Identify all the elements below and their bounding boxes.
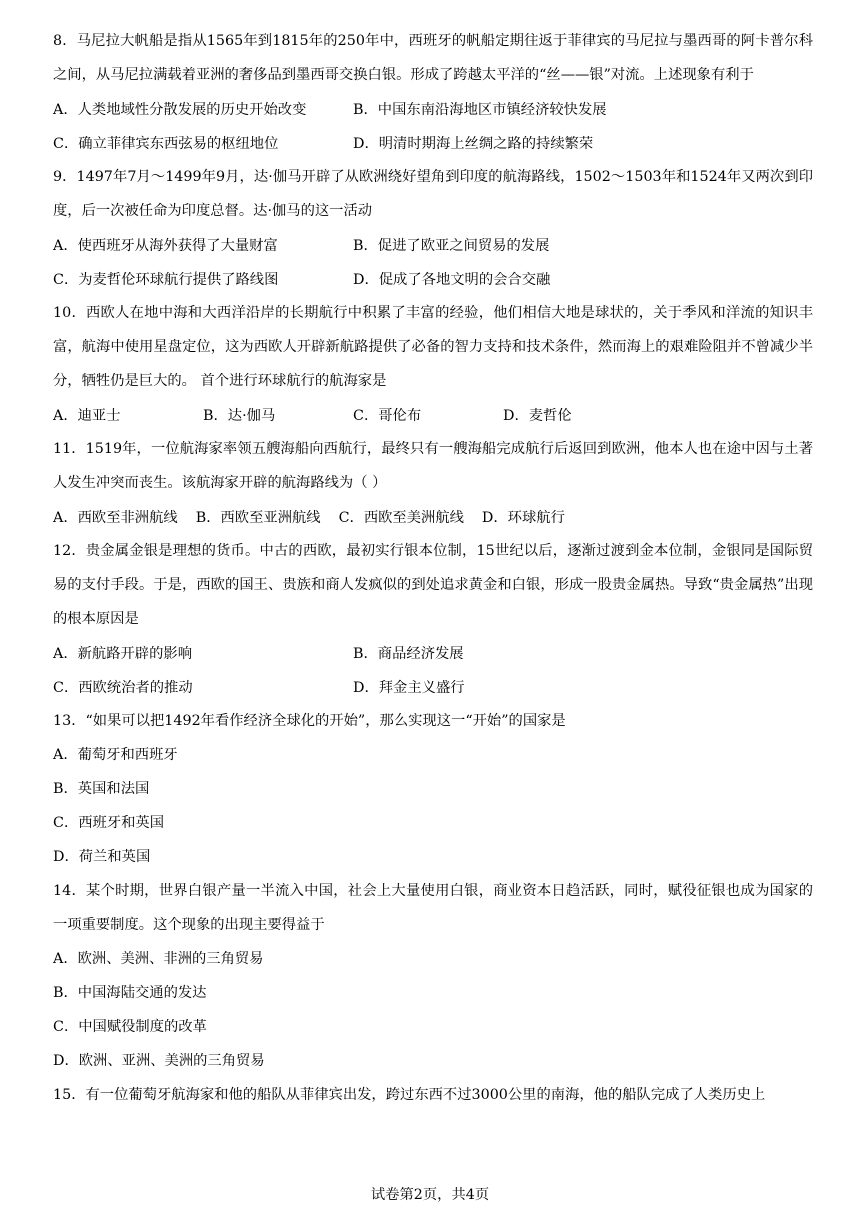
option-d[interactable]: D．欧洲、亚洲、美洲的三角贸易: [53, 1053, 265, 1069]
option-a[interactable]: A．欧洲、美洲、非洲的三角贸易: [53, 951, 264, 967]
option-b[interactable]: B．促进了欧亚之间贸易的发展: [353, 238, 550, 254]
option-d[interactable]: D．麦哲伦: [503, 408, 572, 424]
option-b[interactable]: B．中国东南沿海地区市镇经济较快发展: [353, 102, 607, 118]
option-c[interactable]: C．确立菲律宾东西弦易的枢纽地位: [53, 136, 279, 152]
option-row: [53, 670, 813, 704]
page-footer: 试卷第2页，共4页: [370, 1187, 490, 1203]
option-row: [53, 126, 813, 160]
question-stem: 15．有一位葡萄牙航海家和他的船队从菲律宾出发，跨过东西不过3000公里的南海，他的船队完成了人类历史上: [53, 1087, 766, 1103]
option-c[interactable]: C．西欧至美洲航线: [338, 510, 464, 526]
option-row: [53, 398, 813, 432]
question-11: [53, 432, 813, 534]
option-b[interactable]: B．西欧至亚洲航线: [195, 510, 321, 526]
option-c[interactable]: C．西欧统治者的推动: [53, 680, 193, 696]
option-d[interactable]: D．促成了各地文明的会合交融: [353, 272, 551, 288]
option-c[interactable]: C．为麦哲伦环球航行提供了路线图: [53, 272, 279, 288]
question-9: [53, 160, 813, 296]
question-stem: 13．“如果可以把1492年看作经济全球化的开始”，那么实现这一“开始”的国家是: [53, 713, 566, 729]
question-stem: 8．马尼拉大帆船是指从1565年到1815年的250年中，西班牙的帆船定期往返于菲律宾的马尼拉与墨西哥的阿卡普尔科之间，从马尼拉满载着亚洲的奢侈品到墨西哥交换白银。形成了跨越太平洋的“丝——银”对流。上述现象有利于: [53, 33, 813, 83]
question-15: [53, 1078, 813, 1112]
option-a[interactable]: A．西欧至非洲航线: [53, 510, 178, 526]
question-10: [53, 296, 813, 432]
option-c[interactable]: C．哥伦布: [353, 408, 422, 424]
option-d[interactable]: D．环球航行: [481, 510, 565, 526]
option-a[interactable]: A．葡萄牙和西班牙: [53, 747, 178, 763]
question-stem: 12．贵金属金银是理想的货币。中古的西欧，最初实行银本位制，15世纪以后，逐渐过渡到金本位制，金银同是国际贸易的支付手段。于是，西欧的国王、贵族和商人发疯似的到处追求黄金和白银，形成一股贵金属热。导致“贵金属热”出现的根本原因是: [53, 543, 813, 627]
question-stem: 11．1519年，一位航海家率领五艘海船向西航行，最终只有一艘海船完成航行后返回到欧洲，他本人也在途中因与土著人发生冲突而丧生。该航海家开辟的航海路线为（ ）: [53, 441, 813, 491]
option-a[interactable]: A．迪亚士: [53, 408, 121, 424]
question-8: [53, 24, 813, 160]
option-c[interactable]: C．中国赋役制度的改革: [53, 1019, 207, 1035]
question-13: [53, 704, 813, 874]
option-a[interactable]: A．使西班牙从海外获得了大量财富: [53, 238, 278, 254]
question-stem: 10．西欧人在地中海和大西洋沿岸的长期航行中积累了丰富的经验，他们相信大地是球状的，关于季风和洋流的知识丰富，航海中使用星盘定位，这为西欧人开辟新航路提供了必备的智力支持和技术条件，然而海上的艰难险阻并不曾减少半分，牺牲仍是巨大的。 首个进行环球航行的航海家是: [53, 305, 813, 389]
option-b[interactable]: B．达·伽马: [203, 408, 276, 424]
option-row: [53, 92, 813, 126]
question-stem: 9．1497年7月～1499年9月，达·伽马开辟了从欧洲绕好望角到印度的航海路线，1502～1503年和1524年又两次到印度，后一次被任命为印度总督。达·伽马的这一活动: [53, 169, 813, 219]
option-row: [53, 636, 813, 670]
question-list: [53, 24, 813, 1112]
option-b[interactable]: B．中国海陆交通的发达: [53, 985, 207, 1001]
option-b[interactable]: B．英国和法国: [53, 781, 150, 797]
question-12: [53, 534, 813, 704]
question-14: [53, 874, 813, 1078]
option-row: [53, 228, 813, 262]
option-row: [53, 500, 813, 534]
option-c[interactable]: C．西班牙和英国: [53, 815, 165, 831]
option-a[interactable]: A．人类地域性分散发展的历史开始改变: [53, 102, 307, 118]
option-b[interactable]: B．商品经济发展: [353, 646, 464, 662]
option-a[interactable]: A．新航路开辟的影响: [53, 646, 192, 662]
option-d[interactable]: D．荷兰和英国: [53, 849, 151, 865]
option-row: [53, 262, 813, 296]
option-d[interactable]: D．拜金主义盛行: [353, 680, 465, 696]
option-d[interactable]: D．明清时期海上丝绸之路的持续繁荣: [353, 136, 594, 152]
question-stem: 14．某个时期，世界白银产量一半流入中国，社会上大量使用白银，商业资本日趋活跃，同时，赋役征银也成为国家的一项重要制度。这个现象的出现主要得益于: [53, 883, 813, 933]
